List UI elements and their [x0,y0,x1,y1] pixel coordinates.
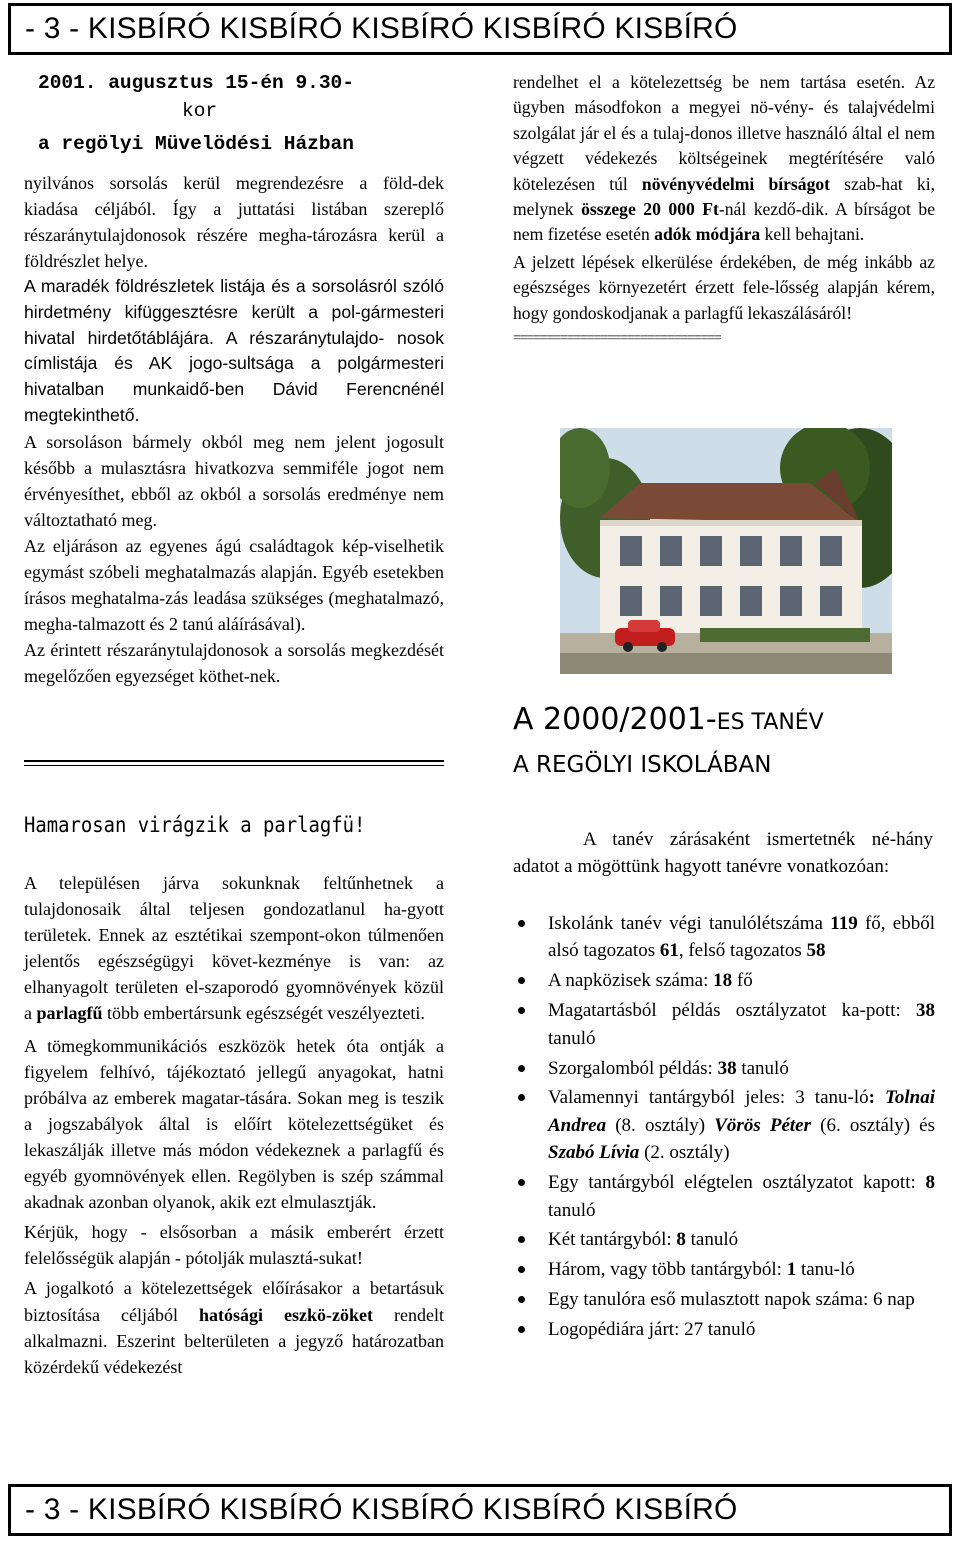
list-item: Szorgalomból példás: 38 tanuló [513,1055,935,1082]
announcement-paragraph: A maradék földrészletek listája és a sorsolásról szóló hirdetmény kifüggesztésre került a pol-gármesteri hivatal hirdetőtáblájára. A részaránytulajdo- nosok címlistája és AK jogo-sultsága a polgármesteri hivatalban munkaidő-ben Dávid Ferencnénél megtekinthető. [24,276,444,425]
page-header-text: - 3 - KISBÍRÓ KISBÍRÓ KISBÍRÓ KISBÍRÓ KISBÍRÓ [25,12,738,45]
article-paragraph: A jogalkotó a kötelezettségek előírásakor a betartásuk biztosítása céljából hatósági eszkö-zöket rendelt alkalmazni. Eszerint belterületen a jegyző határozatban közérdekű védekezést [24,1278,445,1377]
announcement-paragraph: A sorsoláson bármely okból meg nem jelent jogosult később a mulasztásra hivatkozva semmiféle jogot nem érvényesíthet, ebből az okból a sorsolás eredménye nem változtatható meg. [24,431,444,530]
school-building-photo [560,428,892,674]
article-paragraph: A jelzett lépések elkerülése érdekében, de még inkább az egészséges környezetért érzett fele-lősség alapján kérem, hogy gondoskodjanak a parlagfű lekaszálásáról! [513,251,935,323]
announcement-date: 2001. augusztus 15-én 9.30- [38,72,354,94]
school-building-illustration [560,428,892,674]
announcement-paragraph: nyilvános sorsolás kerül megrendezésre a föld-dek kiadása céljából. Így a juttatási listában szereplő részaránytulajdonosok részére megha-tározásra kerül a földrészlet helye. [24,173,444,272]
page-header-band [8,3,952,55]
article-title: Hamarosan virágzik a parlagfü! [24,813,366,837]
announcement-paragraph: Az eljáráson az egyenes ágú családtagok kép-viselhetik egymást szóbeli meghatalmazás alapján. Egyéb esetekben írásos meghatalma-zás leadása szükséges (meghatalmazó, megha-talmazott és 2 tanú aláírásával). [24,535,444,635]
article-paragraph: Kérjük, hogy - elsősorban a másik emberért érzett felelősségük alapján - pótolják mulasztá-sukat! [24,1222,444,1269]
list-item: Egy tantárgyból elégtelen osztályzatot kapott: 8 tanuló [513,1169,935,1224]
list-item: Iskolánk tanév végi tanulólétszáma 119 fő, ebből alsó tagozatos 61, felső tagozatos 58 [513,910,935,965]
school-stats-list [513,910,935,1346]
page-footer-text: - 3 - KISBÍRÓ KISBÍRÓ KISBÍRÓ KISBÍRÓ KISBÍRÓ [25,1493,738,1526]
article-continuation: rendelhet el a kötelezettség be nem tartása esetén. Az ügyben másodfokon a megyei nö-vény- és talajvédelmi szolgálat jár el és a tulaj-donos illetve használó által el nem végzett védekezés költségeinek megtérítésére való kötelezésen túl növényvédelmi bírságot szab-hat ki, melynek összege 20 000 Ft-nál kezdő-dik. A bírságot be nem fizetése esetén adók módjára kell behajtani. [513,72,936,245]
list-item: Egy tanulóra eső mulasztott napok száma: 6 nap [513,1286,935,1313]
announcement-paragraph: Az érintett részaránytulajdonosok a sorsolás megkezdését megelőzően egyezséget köthet-nek. [24,640,444,687]
list-item: Logopédiára járt: 27 tanuló [513,1316,935,1343]
left-column [24,66,444,690]
parlagfu-article [24,870,444,1380]
article-paragraph: A tömegkommunikációs eszközök hetek óta ontják a figyelem felhívó, tájékoztató jellegű anyagokat, hatni próbálva az emberek magatar-tására. Sokan meg is teszik a jogszabályok által is előírt kötelezettségüket és lekaszálják illetve más módon védekeznek a parlagfű és egyéb gyomnövények ellen. Regölyben is szép számmal akadnak azonban olyanok, akik ezt elmulasztják. [24,1035,444,1213]
school-subtitle: A REGÖLYI ISKOLÁBAN [513,752,772,778]
list-item: Két tantárgyból: 8 tanuló [513,1226,935,1253]
list-item: Valamennyi tantárgyból jeles: 3 tanu-ló: Tolnai Andrea (8. osztály) Vörös Péter (6. osztály) és Szabó Lívia (2. osztály) [513,1084,935,1166]
article-paragraph: A településen járva sokunknak feltűnhetnek a tulajdonosaik által teljesen gondozatlanul ha-gyott területek. Ennek az esztétikai szempont-okon túlmenően jelentős egészségügyi követ-kezménye is van: az elhanyagolt területen el-szaporodó gyomnövények közül a parlagfű több embertársunk egészségét veszélyezteti. [24,873,444,1024]
school-title-line: A 2000/2001-ES TANÉV [513,702,824,737]
school-intro: A tanév zárásaként ismertetnék né-hány adatot a mögöttünk hagyott tanévre vonatkozóan: [513,829,933,877]
list-item: Magatartásból példás osztályzatot ka-pott: 38 tanuló [513,997,935,1052]
list-item: A napközisek száma: 18 fő [513,967,935,994]
list-item: Három, vagy több tantárgyból: 1 tanu-ló [513,1256,935,1283]
section-divider [24,760,444,766]
page-footer-band [8,1484,952,1536]
separator-line: =============================== [513,331,721,347]
announcement-date-suffix: kor [182,100,218,122]
announcement-venue: a regölyi Müvelödési Házban [38,133,354,155]
school-section-title [513,700,953,783]
right-column [513,70,935,350]
